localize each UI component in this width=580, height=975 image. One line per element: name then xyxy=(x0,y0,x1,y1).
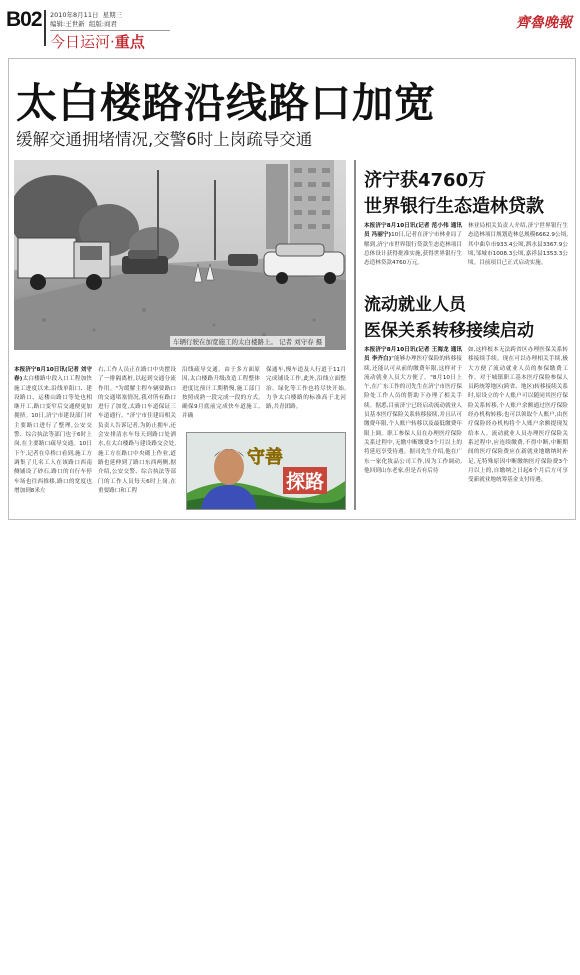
street-construction-photo xyxy=(14,160,346,350)
section-topic: 重点 xyxy=(114,33,145,51)
side-story-2-column-left xyxy=(364,346,462,512)
main-column-4: 保通车,慢车道及人行道于11月完成铺设工作,此外,沿线立面整治、绿化等工作也将尽快开始,力争太白楼路的标准高于北河路,共青团路。 xyxy=(266,367,346,411)
promo-title-lower: 探路 xyxy=(283,467,327,494)
side-story-1-title-line1: 济宁获4760万 xyxy=(364,170,487,191)
section-name: 今日运河 xyxy=(50,33,111,51)
side-story-1-column-left xyxy=(364,222,462,282)
photo-caption: 车辆行驶在加宽施工的太白楼路上。 记者 刘守春 摄 xyxy=(170,336,325,347)
news-photo xyxy=(14,160,346,350)
side-story-2-text-left: "能够办理医疗保险的转移接续,还能认可从前的缴费年限,这样对于流动就业人员大方便了。"8月10日上午,在广东工作的司先生在济宁市医疗保险处工作人员的帮助下办理了相关手续。据悉,目前济宁已经启动流动就业人员基本医疗保险关系转移接续,并且认可缴费年限,个人账户转移以及最低缴费年限上调。职工参保人员在办理医疗保险关系过程中,无缴中断缴费3个月以上的将延迟享受待遇。据司先生介绍,他在广东一家化妆品公司工作,因为工作调动,他回到山东老家,但是否有后待 xyxy=(364,356,462,474)
issue-date: 2010年8月11日 星期三 xyxy=(50,11,123,19)
side-story-2-dateline: 本报济宁8月10日讯(记者 王海龙 通讯员 李齐白) xyxy=(364,347,462,363)
section-separator: · xyxy=(110,33,115,51)
main-headline: 太白楼路沿线路口加宽 xyxy=(16,79,436,127)
header-divider xyxy=(44,10,46,46)
side-story-2-title-line1: 流动就业人员 xyxy=(364,295,466,315)
main-dateline: 本报济宁8月10日讯(记者 刘守春) xyxy=(14,367,92,383)
side-story-1-title-line2: 世界银行生态造林贷款 xyxy=(364,196,544,217)
issue-meta xyxy=(50,11,122,29)
column-divider xyxy=(354,160,356,510)
side-story-2-title-line2: 医保关系转移接续启动 xyxy=(364,321,534,341)
page-number: B02 xyxy=(6,8,42,31)
main-column-1-text: 太白楼路中段入口工程加快施工进度以来,沿线单阳口、建设路口、运楼山路口等处也相继开工,路口变窄后交通便更加拥挤。10日,济宁市建设部门对主要路口进行了整理,公安交警、综合执法等部门也于6时上岗,在主要路口疏导交通。10日下午,记者在阜桥口看到,施工方调集了几名工人在该路口西南侧铺设了砂石,路口的自行车停车场也往西推移,路口的宽度也增加到8米左 xyxy=(14,376,92,494)
main-column-1 xyxy=(14,366,92,514)
side-story-1-column-right: 林业局相关负责人介绍,济宁世界银行生态造林项目规划造林总规模6662.9公顷,其中曲阜市933.4公顷,泗水县3367.9公顷,邹城市1008.3公顷,嘉祥县1353.3公顷。目前项目已正式启动实施。 xyxy=(468,223,568,267)
newspaper-masthead: 齊魯晚報 xyxy=(516,15,572,31)
promo-title-upper: 守善 xyxy=(247,447,283,468)
side-story-1-text-left: 10日,记者在济宁市林业局了解到,济宁市世界银行贷款生态造林项目总体设计获得批准实施,获得世界银行生态造林贷款4760万元。 xyxy=(364,232,462,267)
reporter-promo xyxy=(186,432,346,510)
main-column-3: 沿线疏导交通。由于多方面原因,太白楼路升级改造工程整体进度比预计工期稍慢,施工部门按照成熟一段完成一段的方式,确保9月底前完成快车道施工,并确 xyxy=(182,367,260,420)
side-story-1-dateline: 本报济宁8月10日讯(记者 范小伟 通讯员 冯丽宁) xyxy=(364,223,462,239)
side-story-2-column-right: 如,这样根本无法跨省区办理医保关系转移接续手续。现在可以办理相关手续,极大方便了流动就业人员的参保缴费工作。对于城镇职工基本医疗保险参保人员跨统筹地区(跨省、地区)转移接续关系时,原设立的个人账户可以随同其医疗保险关系转移,个人账户余额通过医疗保险经办机构转移;也可以领取个人账户,由医疗保险经办机构将个人账户余额提现发给本人。流动就业人员办理医疗保险关系过程中,应连续缴费,不得中断,中断期间的医疗保险费应在新就业地缴纳时补足,无特殊原因中断缴纳医疗保险费3个月以上的,自缴纳之日起6个月后方可享受新就业地统筹基金支付待遇。 xyxy=(468,347,568,484)
section-label xyxy=(50,31,145,52)
main-column-2: 右,工作人员正在路口中央摆设了一排隔离桩,以起到交通分流作用。"为缓解主程车辆要路口的交通堵塞情况,我对所有路口进行了加宽,太路口车道保证三车道通行。"济宁市住建局相关负责人告诉记者,为防止拥车,还会安排清水车每天到路口处洒水,在太白楼路与建设路交会处,施工方在路口中央砌上作业,道路也延伸到了路口东西两侧,据介绍,公安交警、综合执法等部门的工作人员每天6时上岗,在重要路口和工程 xyxy=(98,367,176,494)
editor-credit: 编辑:王世新 组版:商君 xyxy=(50,20,118,28)
main-subhead: 缓解交通拥堵情况,交警6时上岗疏导交通 xyxy=(16,130,313,149)
